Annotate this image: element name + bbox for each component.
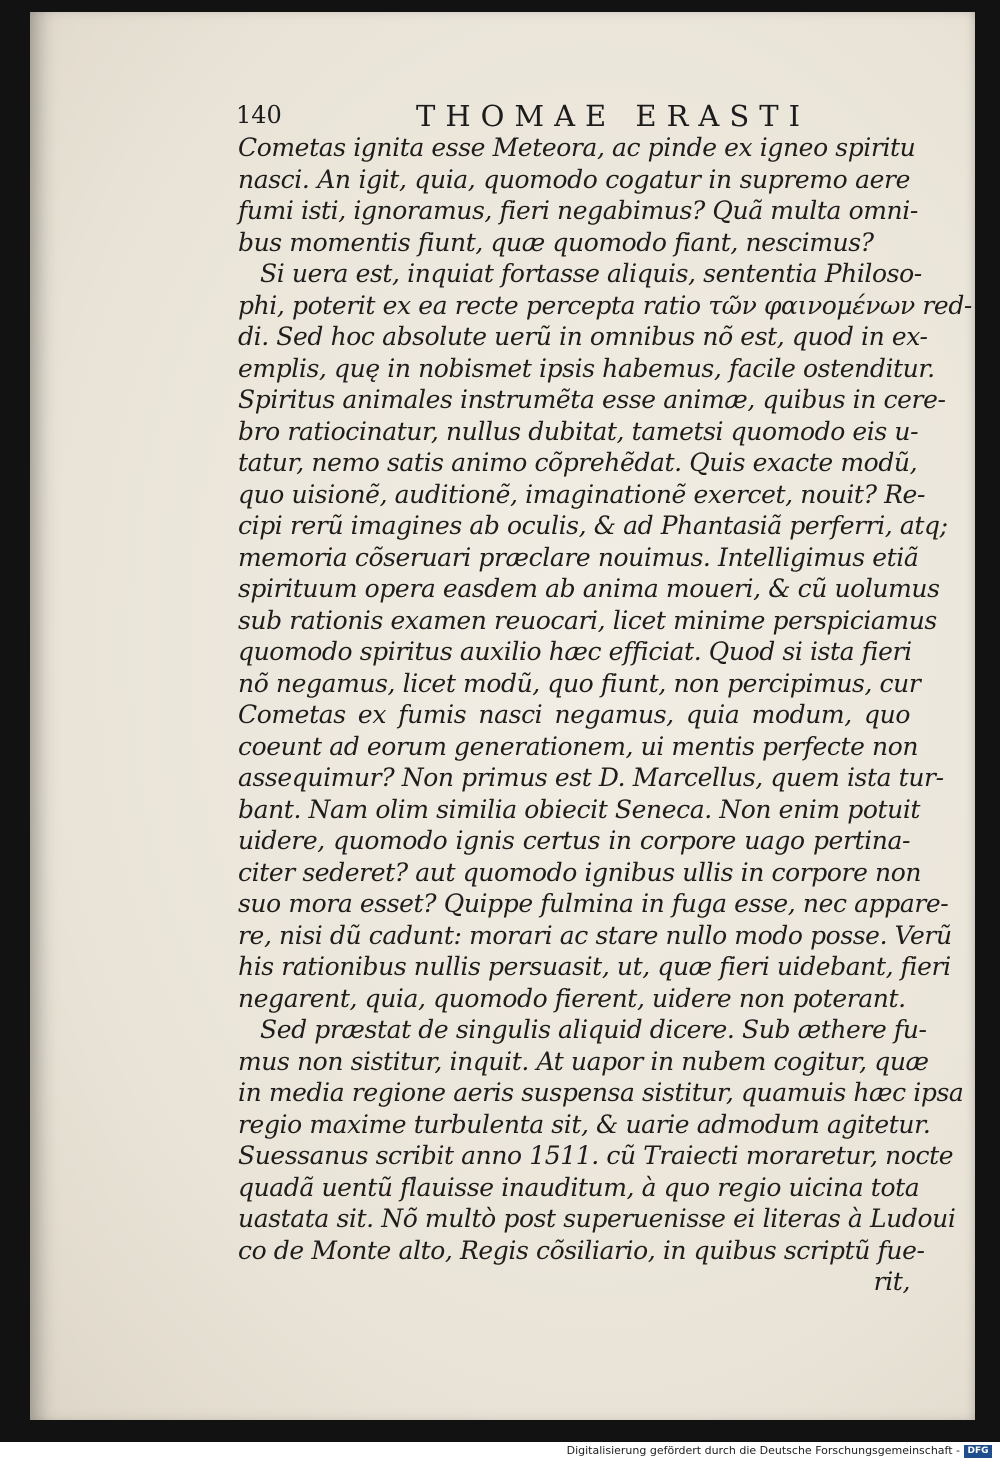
text-line: emplis, quę in nobismet ipsis habemus, facile ostenditur. <box>238 353 935 383</box>
text-line: in media regione aeris suspensa sistitur, quamuis hæc ipsa <box>238 1078 964 1107</box>
text-line: Si uera est, inquiat fortasse aliquis, sententia Philoso- <box>260 259 922 288</box>
page-header <box>236 101 896 135</box>
text-line: coeunt ad eorum generationem, ui mentis perfecte non <box>238 731 919 761</box>
text-line: sub rationis examen reuocari, licet minime perspiciamus <box>238 605 937 635</box>
footer-bar <box>0 1442 1000 1462</box>
text-line: Cometas ex fumis nasci negamus, quia modum, quo <box>238 700 910 729</box>
text-line: bant. Nam olim similia obiecit Seneca. Non enim potuit <box>238 794 921 824</box>
text-line: citer sederet? aut quomodo ignibus ullis in corpore non <box>238 857 922 887</box>
folio-number: 140 <box>236 101 282 129</box>
text-line: uidere, quomodo ignis certus in corpore uago pertina- <box>238 826 910 855</box>
text-line: nõ negamus, licet modũ, quo fiunt, non percipimus, cur <box>238 668 921 698</box>
text-line: suo mora esset? Quippe fulmina in fuga esse, nec appare- <box>238 889 949 918</box>
text-line: rit, <box>873 1267 910 1296</box>
dfg-logo: DFG <box>964 1445 992 1458</box>
text-line: Sed præstat de singulis aliquid dicere. Sub æthere fu- <box>260 1015 927 1044</box>
text-line: re, nisi dũ cadunt: morari ac stare nullo modo posse. Verũ <box>238 920 952 950</box>
text-line: Spiritus animales instrumẽta esse animæ, quibus in cere- <box>238 385 946 414</box>
text-line: bro ratiocinatur, nullus dubitat, tametsi quomodo eis u- <box>238 416 919 446</box>
text-line: memoria cõseruari præclare nouimus. Intelligimus etiã <box>238 542 919 572</box>
text-line: mus non sistitur, inquit. At uapor in nubem cogitur, quæ <box>238 1046 929 1076</box>
text-line: negarent, quia, quomodo fierent, uidere non poterant. <box>238 983 906 1013</box>
text-line: tatur, nemo satis animo cõprehẽdat. Quis exacte modũ, <box>238 448 918 477</box>
text-line: Suessanus scribit anno 1511. cũ Traiecti moraretur, nocte <box>238 1141 954 1170</box>
text-line: Cometas ignita esse Meteora, ac pinde ex igneo spiritu <box>238 133 916 162</box>
text-line: assequimur? Non primus est D. Marcellus, quem ista tur- <box>238 763 944 792</box>
text-line: cipi rerũ imagines ab oculis, & ad Phantasiã perferri, atq; <box>238 511 948 540</box>
text-line: quomodo spiritus auxilio hæc efficiat. Quod si ista fieri <box>238 637 912 666</box>
text-line: fumi isti, ignoramus, fieri negabimus? Quã multa omni- <box>238 196 918 225</box>
text-line: his rationibus nullis persuasit, ut, quæ fieri uidebant, fieri <box>238 952 951 981</box>
text-line: bus momentis fiunt, quæ quomodo fiant, nescimus? <box>238 227 874 257</box>
text-line: co de Monte alto, Regis cõsiliario, in quibus scriptũ fue- <box>238 1235 925 1265</box>
text-line: spirituum opera easdem ab anima moueri, & cũ uolumus <box>238 574 940 603</box>
text-line: uastata sit. Nõ multò post superuenisse ei literas à Ludoui <box>238 1204 956 1233</box>
running-title: THOMAE ERASTI <box>416 99 811 133</box>
text-line: quadã uentũ flauisse inauditum, à quo regio uicina tota <box>238 1172 920 1202</box>
text-block <box>238 132 972 1298</box>
text-line: phi, poterit ex ea recte percepta ratio τῶν φαινομένων red- <box>238 290 972 320</box>
text-line: quo uisionẽ, auditionẽ, imaginationẽ exercet, nouit? Re- <box>238 479 925 509</box>
footer-credit: Digitalisierung gefördert durch die Deutsche Forschungsgemeinschaft - <box>566 1444 960 1457</box>
text-line: regio maxime turbulenta sit, & uarie admodum agitetur. <box>238 1109 931 1139</box>
text-line: nasci. An igit, quia, quomodo cogatur in supremo aere <box>238 164 910 194</box>
text-line: di. Sed hoc absolute uerũ in omnibus nõ est, quod in ex- <box>238 322 928 351</box>
